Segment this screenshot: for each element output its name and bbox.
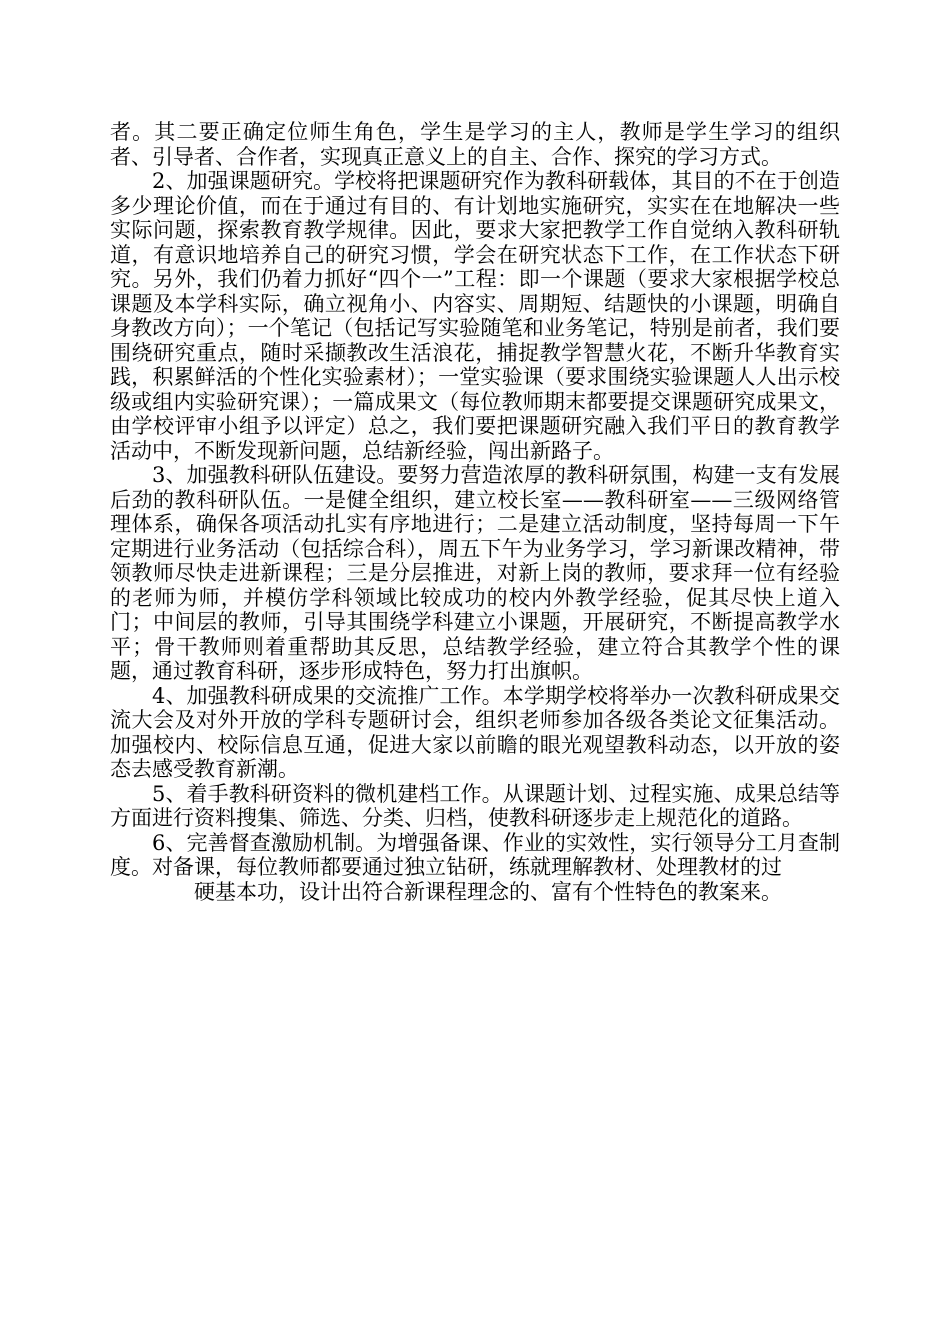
paragraph-tail-line: 硬基本功，设计出符合新课程理念的、富有个性特色的教案来。 xyxy=(194,879,782,904)
paragraph-topic-research: 2、加强课题研究。学校将把课题研究作为教科研载体，其目的不在于创造多少理论价值，而在于通过有目的、有计划地实施研究，实实在在地解决一些实际问题，探索教育教学规律。因此，要求大家把教学工作自觉纳入教科研轨道，有意识地培养自己的研究习惯，学会在研究状态下工作，在工作状态下研究。另外，我们仍着力抓好“四个一”工程：即一个课题（要求大家根据学校总课题及本学科实际，确立视角小、内容实、周期短、结题快的小课题，明确自身教改方向）；一个笔记（包括记写实验随笔和业务笔记，特别是前者，我们要围绕研究重点，随时采撷教改生活浪花，捕捉教学智慧火花，不断升华教育实践，积累鲜活的个性化实验素材）；一堂实验课（要求围绕实验课题人人出示校级或组内实验研究课）；一篇成果文（每位教师期末都要提交课题研究成果文，由学校评审小组予以评定）总之，我们要把课题研究融入我们平日的教育教学活动中，不断发现新问题，总结新经验，闯出新路子。 xyxy=(110,169,840,463)
paragraph-team-building: 3、加强教科研队伍建设。要努力营造浓厚的教科研氛围，构建一支有发展后劲的教科研队伍。一是健全组织，建立校长室——教科研室——三级网络管理体系，确保各项活动扎实有序地进行；二是建立活动制度，坚持每周一下午定期进行业务活动（包括综合科），周五下午为业务学习，学习新课改精神，带领教师尽快走进新课程；三是分层推进，对新上岗的教师，要求拜一位有经验的老师为师，并模仿学科领域比较成功的校内外教学经验，促其尽快上道入门；中间层的教师，引导其围绕学科建立小课题，开展研究，不断提高教学水平；骨干教师则着重帮助其反思，总结教学经验，建立符合其教学个性的课题，通过教育科研，逐步形成特色，努力打出旗帜。 xyxy=(110,463,840,683)
paragraph-supervision: 6、完善督查激励机制。为增强备课、作业的实效性，实行领导分工月查制度。对备课，每位教师都要通过独立钻研，练就理解教材、处理教材的过 xyxy=(110,830,840,879)
paragraph-results-exchange: 4、加强教科研成果的交流推广工作。本学期学校将举办一次教科研成果交流大会及对外开放的学科专题研讨会，组织老师参加各级各类论文征集活动。加强校内、校际信息互通，促进大家以前瞻的眼光观望教科动态，以开放的姿态去感受教育新潮。 xyxy=(110,683,840,781)
paragraph-archiving: 5、着手教科研资料的微机建档工作。从课题计划、过程实施、成果总结等方面进行资料搜集、筛选、分类、归档，使教科研逐步走上规范化的道路。 xyxy=(110,781,840,830)
paragraph-continuation: 者。其二要正确定位师生角色，学生是学习的主人，教师是学生学习的组织者、引导者、合作者，实现真正意义上的自主、合作、探究的学习方式。 xyxy=(110,120,840,169)
document-body xyxy=(110,120,840,904)
